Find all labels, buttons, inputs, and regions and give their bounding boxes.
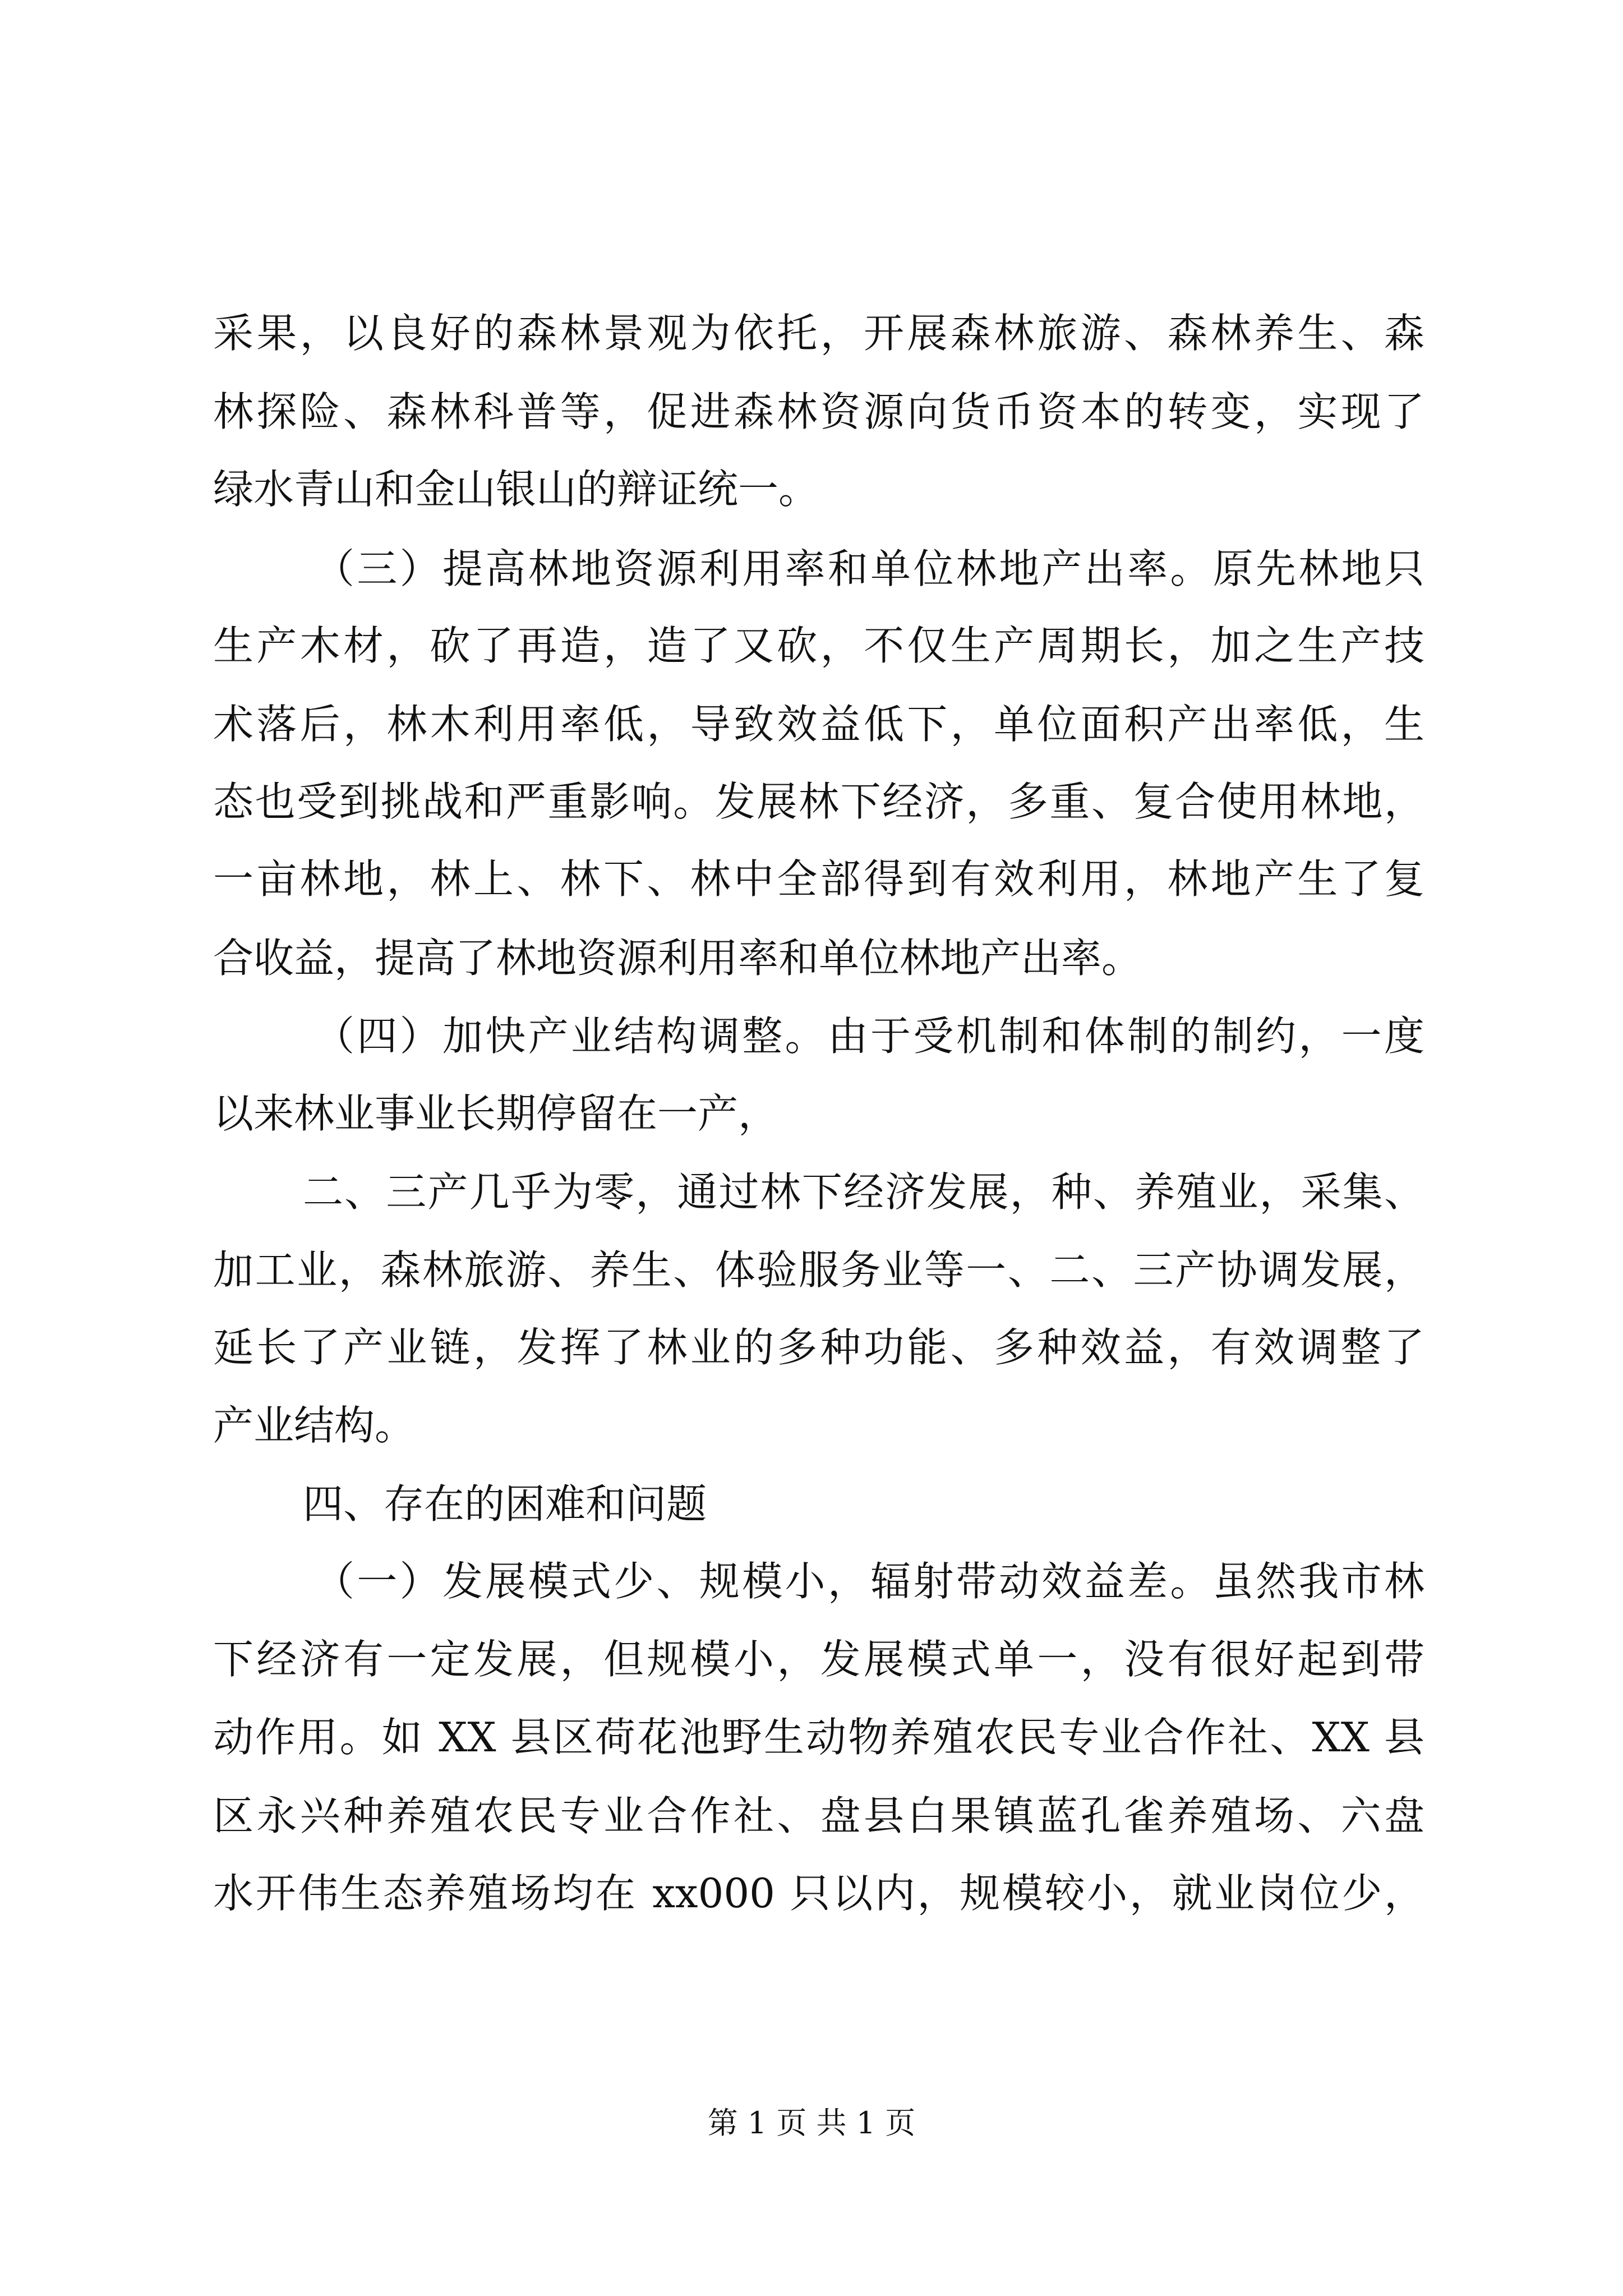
paragraph-line: （三）提高林地资源利用率和单位林地产出率。原先林地只 (314, 545, 1424, 592)
paragraph-line: （一）发展模式少、规模小，辐射带动效益差。虽然我市林 (314, 1558, 1424, 1605)
page-number-footer: 第 1 页 共 1 页 (707, 2105, 916, 2141)
paragraph-line: 生产木材，砍了再造，造了又砍，不仅生产周期长，加之生产技 (213, 622, 1424, 669)
paragraph-line: 态也受到挑战和严重影响。发展林下经济，多重、复合使用林地， (213, 778, 1424, 825)
paragraph-line: 二、三产几乎为零，通过林下经济发展，种、养殖业，采集、 (303, 1168, 1424, 1216)
paragraph-line: 一亩林地，林上、林下、林中全部得到有效利用，林地产生了复 (213, 855, 1424, 903)
paragraph-line: 水开伟生态养殖场均在 xx000 只以内，规模较小，就业岗位少， (213, 1870, 1424, 1917)
paragraph-line: 区永兴种养殖农民专业合作社、盘县白果镇蓝孔雀养殖场、六盘 (213, 1792, 1424, 1839)
paragraph-line: 动作用。如 XX 县区荷花池野生动物养殖农民专业合作社、XX 县 (213, 1714, 1424, 1761)
paragraph-line: 林探险、森林科普等，促进森林资源向货币资本的转变，实现了 (213, 388, 1424, 435)
paragraph-line: 延长了产业链，发挥了林业的多种功能、多种效益，有效调整了 (213, 1324, 1424, 1371)
paragraph-line: 产业结构。 (213, 1402, 416, 1449)
paragraph-line: 采果，以良好的森林景观为依托，开展森林旅游、森林养生、森 (213, 310, 1424, 357)
paragraph-line: 下经济有一定发展，但规模小，发展模式单一，没有很好起到带 (213, 1636, 1424, 1683)
paragraph-line: 合收益，提高了林地资源利用率和单位林地产出率。 (213, 935, 1142, 982)
section-heading: 四、存在的困难和问题 (303, 1480, 707, 1527)
paragraph-line: （四）加快产业结构调整。由于受机制和体制的制约，一度 (314, 1013, 1424, 1060)
paragraph-line: 加工业，森林旅游、养生、体验服务业等一、二、三产协调发展， (213, 1246, 1424, 1294)
paragraph-line: 术落后，林木利用率低，导致效益低下，单位面积产出率低，生 (213, 701, 1424, 748)
paragraph-line: 以来林业事业长期停留在一产， (213, 1090, 779, 1137)
paragraph-line: 绿水青山和金山银山的辩证统一。 (213, 466, 819, 513)
